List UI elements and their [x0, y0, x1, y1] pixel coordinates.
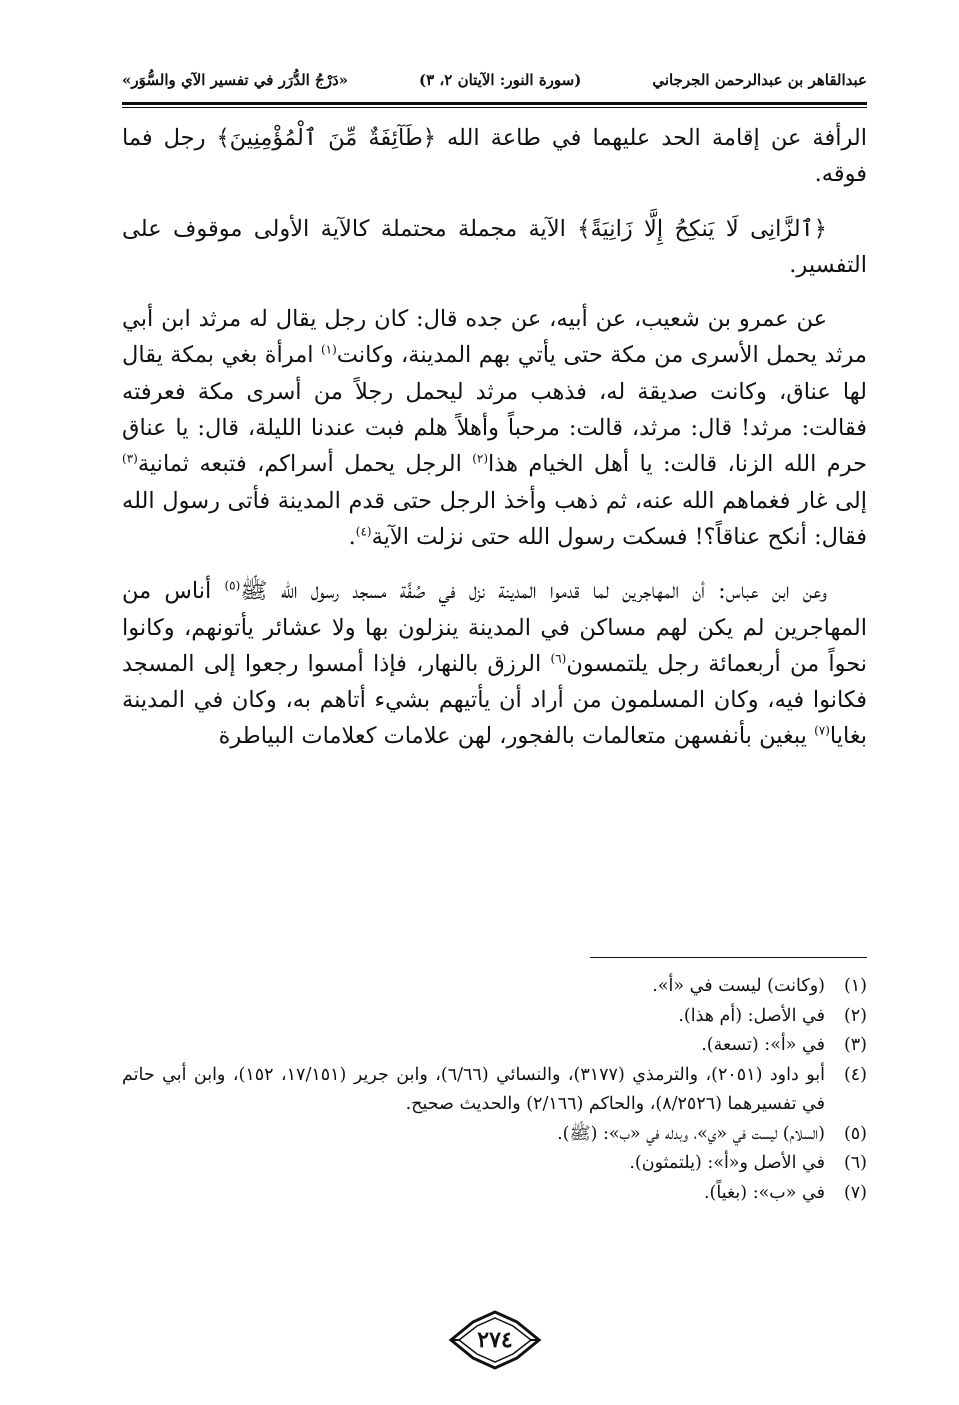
paragraph-4-part-d: يبغين بأنفسهن متعالمات بالفجور، لهن علامات كعلامات البياطرة — [218, 723, 815, 750]
footnote-text: في «ب»: (بغياً). — [703, 1182, 825, 1203]
footnote-item — [122, 972, 867, 1002]
header-author: عبدالقاهر بن عبدالرحمن الجرجاني — [652, 71, 867, 89]
main-text — [122, 120, 867, 773]
footnote-number: (٥) — [843, 1123, 867, 1144]
footnote-item — [122, 1002, 867, 1032]
footnote-number: (٧) — [843, 1182, 867, 1203]
footnote-ref-4[interactable]: (٤) — [355, 524, 372, 539]
paragraph-3-part-e: . — [348, 523, 356, 550]
paragraph-1: الرأفة عن إقامة الحد عليهما في طاعة الله ﴿طَآئِفَةٌ مِّنَ ٱلْمُؤْمِنِينَ﴾ رجل فما فوقه. — [122, 125, 867, 188]
paragraph-3-part-d: إلى غار فغماهم الله عنه، ثم ذهب وأخذ الرجل حتى قدم المدينة فأتى رسول الله فقال: أنكح عناقاً؟! فسكت رسول الله حتى نزلت الآية — [122, 487, 867, 550]
footnote-text: في الأصل و«أ»: (يلتمثون). — [629, 1153, 825, 1173]
footnote-text: (السلام) ليست في «ي»، وبدله في «ب»: (ﷺ). — [557, 1123, 825, 1144]
paragraph-4 — [122, 573, 867, 754]
footnote-ref-7[interactable]: (٧) — [814, 723, 830, 738]
footnote-text: في الأصل: (أم هذا). — [678, 1005, 825, 1026]
footnote-item — [122, 1061, 867, 1120]
header-section: (سورة النور: الآيتان ٢، ٣) — [419, 71, 582, 89]
header-rule-thin — [122, 107, 867, 108]
footnote-item — [122, 1179, 867, 1209]
paragraph-3-part-b: امرأة بغي بمكة يقال لها عناق، وكانت صديقة له، فذهب مرثد ليحمل رجلاً من أسرى مكة فعرفته فقالت: مرثد! قال: مرثد، قالت: مرحباً وأهلاً هلم فبت عندنا الليلة، قال: يا عناق حرم الله الزنا، قالت: يا أهل الخيام هذا — [122, 342, 867, 478]
footnote-text: في «أ»: (تسعة). — [701, 1035, 825, 1055]
footnote-text: أبو داود (٢٠٥١)، والترمذي (٣١٧٧)، والنسائي (٦/٦٦)، وابن جرير (١٧/١٥١، ١٥٢)، وابن أبي حاتم في تفسيرهما (٨/٢٥٢٦)، والحاكم (٢/١٦٦) والحديث صحيح. — [122, 1064, 826, 1114]
footnote-text: (وكانت) ليست في «أ». — [652, 976, 825, 996]
header-book-title: «دَرْجُ الدُّرَر في تفسير الآي والسُّوَر» — [122, 71, 349, 89]
footnote-ref-5[interactable]: (٥) — [224, 578, 241, 593]
paragraph-2: ﴿ٱلزَّانِى لَا يَنكِحُ إِلَّا زَانِيَةً﴾ الآية مجملة محتملة كالآية الأولى موقوف على التفسير. — [122, 215, 867, 278]
footnote-number: (٢) — [843, 1005, 867, 1026]
footnote-item — [122, 1120, 867, 1150]
page-number-ornament — [447, 1310, 543, 1370]
footnote-number: (٤) — [843, 1064, 867, 1085]
paragraph-3 — [122, 301, 867, 555]
paragraph-4-part-b: أناس من المهاجرين لم يكن لهم مساكن في المدينة ينزلون بها ولا عشائر يأتونهم، وكانوا نحواً من أربعمائة رجل يلتمسون — [122, 578, 867, 677]
footnote-number: (٦) — [843, 1153, 867, 1173]
footnote-ref-3[interactable]: (٣) — [122, 451, 138, 466]
footnote-number: (١) — [843, 976, 867, 996]
footnote-ref-6[interactable]: (٦) — [550, 651, 567, 666]
paragraph-3-part-a: عن عمرو بن شعيب، عن أبيه، عن جده قال: كان رجل يقال له مرثد ابن أبي مرثد يحمل الأسرى من مكة حتى يأتي بهم المدينة، وكانت — [122, 306, 867, 369]
footnote-item — [122, 1149, 867, 1179]
footnotes-list — [122, 972, 867, 1208]
footnote-ref-1[interactable]: (١) — [320, 342, 337, 357]
page-number: ٢٧٤ — [477, 1327, 513, 1353]
paragraph-3-part-c: الرجل يحمل أسراكم، فتبعه ثمانية — [137, 451, 473, 478]
running-header — [122, 66, 867, 94]
footnote-number: (٣) — [843, 1035, 867, 1055]
footnote-item — [122, 1031, 867, 1061]
footnote-separator — [590, 957, 867, 958]
paragraph-4-part-a: وعن ابن عباس: أن المهاجرين لما قدموا المدينة نزل في صُفَّة مسجد رسول الله ﷺ — [240, 578, 827, 605]
paragraph-4-part-c: الرزق بالنهار، فإذا أمسوا رجعوا إلى المسجد فكانوا فيه، وكان المسلمون من أراد أن يأتيهم بشيء أتاهم به، وكان في المدينة بغايا — [122, 650, 867, 750]
header-rule-thick — [122, 102, 867, 105]
footnote-ref-2[interactable]: (٢) — [472, 451, 489, 466]
